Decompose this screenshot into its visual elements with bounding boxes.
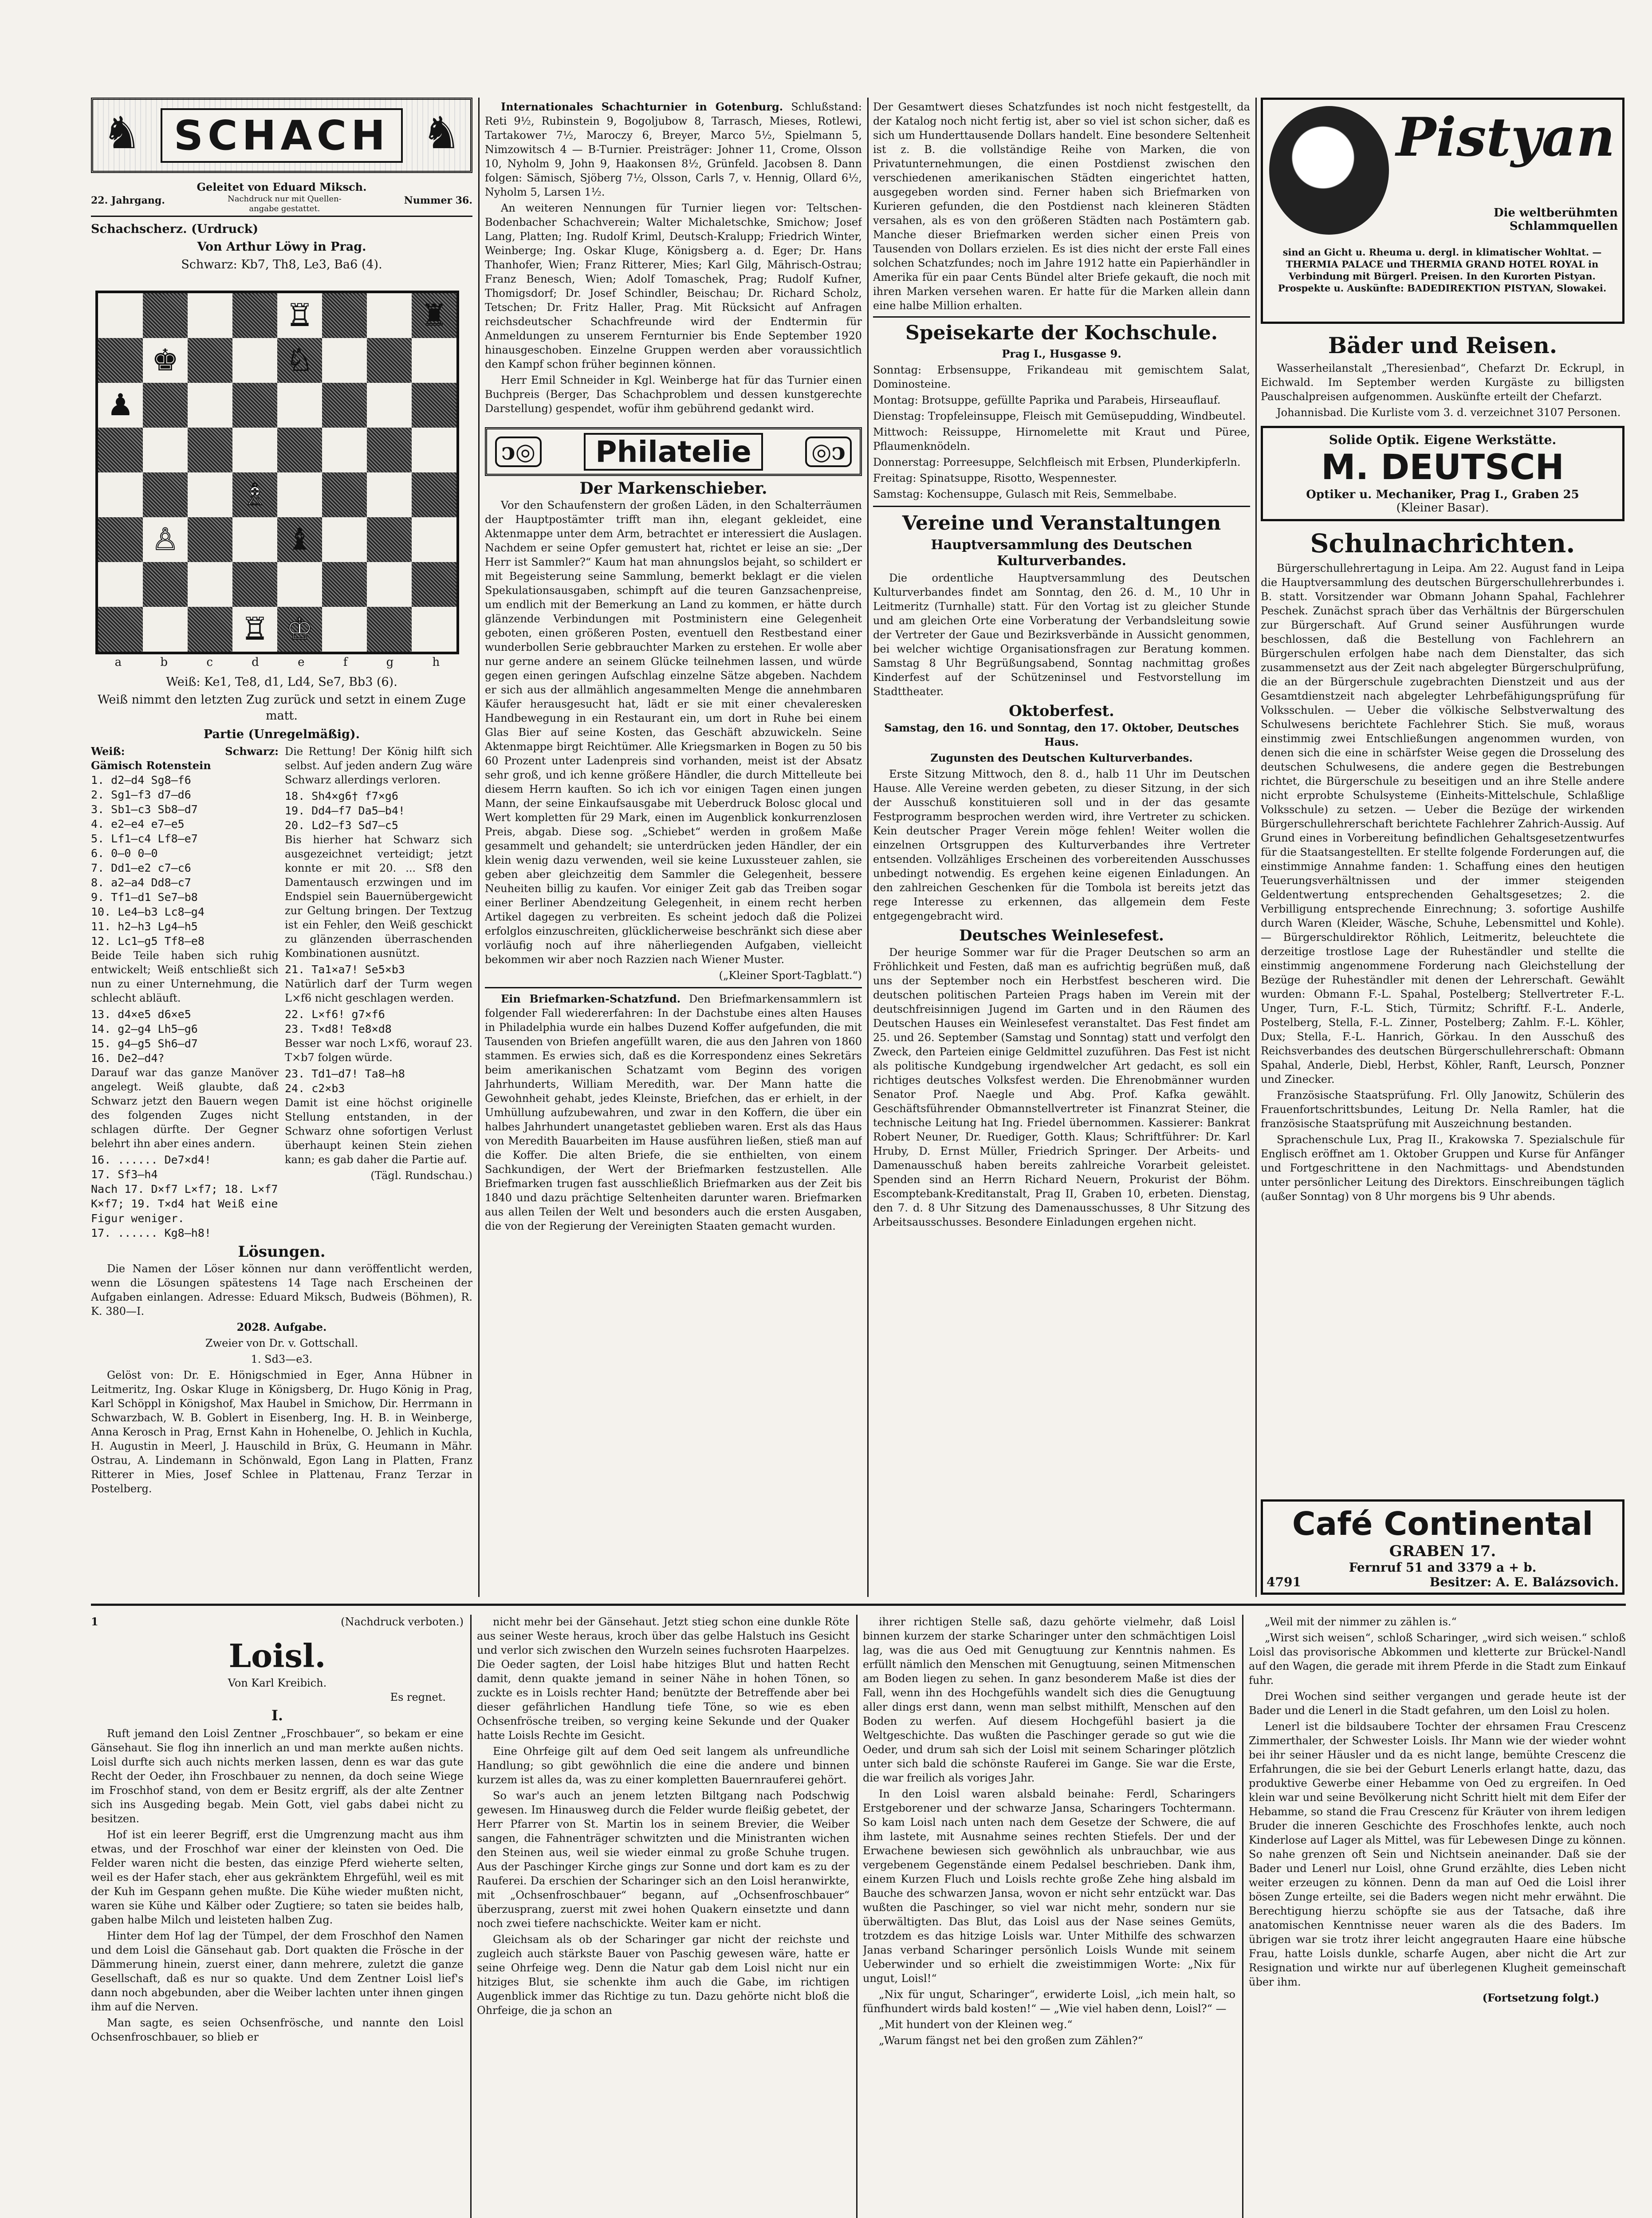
move-line: 22. L×f6! g7×f6 [285, 1008, 385, 1021]
loisl-author: Von Karl Kreibich. [228, 1677, 327, 1689]
board-square [98, 607, 143, 652]
speise-item: Mittwoch: Reissuppe, Hirnomelette mit Kraut und Püree, Pflaumenknödeln. [873, 426, 1250, 452]
board-square [322, 338, 367, 383]
board-square [367, 383, 412, 428]
board-square [412, 383, 456, 428]
loisl-paragraph: In den Loisl waren alsbald beinahe: Ferdl, Scharingers Erstgeborener und der schwarze Jansa, Scharingers Tochtermann. So kam Loisl nach unten nach dem Gesetze der Schwere, die auf ihm lastete, mit Ausnahme seines rechten Stiefels. Der und der Erwachene bewiesen sich gewöhnlich als unbrauchbar, wie aus vergebenem Gegenstände einem Pedalsel beschrieben. Dank ihm, einem Kurzen Fluch und Loisls rechte große Zehe hing alsbald im Bauche des schwarzen Jansa, wovon er nicht sehr entzückt war. Das wußten die Paschinger, so viel war nicht mehr, sondern nur sie überwältigten. Das Blut, das Loisl aus der Nase seines Gemüts, trotzdem es das hitzige Loisls war. Unter Mithilfe des schwarzen Janas verband Scharinger persönlich Loisls Wunde mit seinem Ueberwinder und so erhielt die zweistimmigen Worte: „Nix für ungut, Loisl!“ [863, 1788, 1235, 1985]
cafe-phone: Fernruf 51 and 3379 a + b. [1349, 1560, 1537, 1575]
move-line: 12. Lc1—g5 Tf8—e8 [91, 935, 205, 948]
board-square [322, 517, 367, 562]
cafe-owner: Besitzer: A. E. Balázsovich. [1429, 1575, 1619, 1589]
loisl-paragraph: So war's auch an jenem letzten Biltgang nach Podschwig gewesen. Im Hinausweg durch die Felder wurde fleißig gebetet, der Herr Pfarrer von St. Martin los in seinem Brevier, die Weiber sangen, die Fahnenträger schwitzten und die Ministranten wichen den Steinen aus, weil sie wieder einmal zu große Schuhe trugen. Aus der Paschinger Kirche gings zur Sonne und dort kam es zu der Rauferei. Da erschien der Scharinger sich an den Loisl heranwirkte, mit „Ochsenfroschbauer“ begann, auf „Ochsenfroschbauer“ überzusprang, zuerst mit zwei hohen Quakern einsetzte und dann noch zwei tiefere nachschickte. Weiter kam er nicht. [477, 1789, 850, 1930]
deutsch-ad [1261, 426, 1624, 521]
schul-p2: Französische Staatsprüfung. Frl. Olly Janowitz, Schülerin des Frauenfortschrittsbundes, Leitung Dr. Nella Ramler, hat die französische Staatsprüfung mit Auszeichnung bestanden. [1261, 1089, 1624, 1130]
speise-list [873, 363, 1250, 501]
white-king-icon: ♔ [286, 611, 313, 647]
move-line: 2. Sg1—f3 d7—d6 [91, 788, 191, 801]
chess-column-lower [91, 674, 472, 1597]
board-square [98, 562, 143, 607]
board-square [98, 472, 143, 517]
aufgabe-title: 2028. Aufgabe. [236, 1321, 327, 1333]
wein-text: Der heurige Sommer war für die Prager Deutschen so arm an Fröhlichkeit und Festen, daß man es aufrichtig begrüßen muß, daß uns der September noch ein Herbstfest bescheren wird. Die deutschen politischen Parteien Prags haben im Verein mit der deutschfreisinnigen Jugend im Garten und in den Räumen des Deutschen Hauses ein Weinlesefest veranstaltet. Das Fest findet am 25. und 26. September (Samstag und Sonntag) statt und verfolgt den Zweck, den Parteien einige Geldmittel zuzuführen. Das Fest ist nicht als politische Kundgebung irgendwelcher Art gedacht, es soll ein richtiges deutsches Volksfest werden. Die Ehrenobmänner wurden Senator Prof. Naegle und Abg. Prof. Kafka gewählt. Geschäftsführender Obmannstellvertreter ist Finanzrat Steiner, die technische Leitung hat Ing. Friedel übernommen. Kassierer: Bankrat Robert Neuner, Dr. Ruediger, Gotth. Klaus; Schriftführer: Dr. Karl Hruby, D. Ernst Müller, Friedrich Springer. Der Arbeits- und Damenausschuß haben bereits zahlreiche Vorarbeit geleistet. Spenden sind an Herrn Richard Neuern, Prokurist der Böhm. Escomptebank-Kreditanstalt, Prag II, Graben 10, erbeten. Dienstag, den 7. d. 8 Uhr Sitzung des Damenausschusses, 8 Uhr Sitzung des Arbeitsausschusses. Besondere Einladungen ergehen nicht. [873, 946, 1250, 1228]
board-square [98, 517, 143, 562]
loisl-paragraph: Hinter dem Hof lag der Tümpel, der dem Froschhof den Namen und dem Loisl die Gänsehaut gab. Dort quakten die Frösche in der Dämmerung hinein, zuerst einer, dann mehrere, zuletzt die ganze Gesellschaft, daß es nur so quakte. Und dem Zentner Loisl lief's dann noch abgebunden, aber die Weiber lachten unter ihnen gingen ihm auf die Nerven. [91, 1930, 464, 2013]
moves-list-2 [91, 1007, 279, 1066]
board-square [98, 428, 143, 472]
board-square [412, 428, 456, 472]
partie-title: Partie (Unregelmäßig). [203, 728, 360, 741]
board-square [412, 472, 456, 517]
chess-reprint: Nachdruck nur mit Quellen-angabe gestattet. [227, 194, 342, 213]
moves-list-r1 [285, 789, 472, 833]
haupt-text: Die ordentliche Hauptversammlung des Deutschen Kulturverbandes findet am Sonntag, den 26. d. M., 10 Uhr in Leitmeritz (Turnhalle) statt. Für den Vortag ist zu gleicher Stunde und am gleichen Orte eine Vorberatung der Verbandsleitung sowie der Vertreter der Gaue und Bezirksverbände in Aussicht genommen, bei welcher wichtige Organisationsfragen zur Beratung kommen. Samstag 8 Uhr Begrüßungsabend, Sonntag nachmittag großes Kinderfest auf der Schützeninsel und Festvorstellung im Stadttheater. [873, 572, 1250, 698]
chess-title: SCHACH [173, 111, 390, 159]
moves-list-r4 [285, 1066, 472, 1096]
moves-list-r2 [285, 962, 472, 977]
deutsch-top: Solide Optik. Eigene Werkstätte. [1329, 433, 1557, 447]
board-square [143, 607, 188, 652]
move-line: 17. Sf3—h4 [91, 1168, 158, 1181]
loisl-col4-text [1249, 1615, 1626, 1989]
pistyan-logo: Pistyan [1396, 106, 1615, 169]
board-square [367, 607, 412, 652]
board-square [143, 293, 188, 338]
pistyan-small: sind an Gicht u. Rheuma u. dergl. in klimatischer Wohltat. — THERMIA PALACE und THERMIA GRAND HOTEL ROYAL in Verbindung mit Bürgerl. Preisen. In den Kurorten Pistyan. Prospekte u. Auskünfte: BADEDIREKTION PISTYAN, Slowakei. [1278, 247, 1607, 294]
board-square [143, 338, 188, 383]
white-rook-icon: ♖ [241, 611, 268, 647]
move-line: 5. Lf1—c4 Lf8—e7 [91, 832, 198, 845]
board-square [188, 293, 232, 338]
move-line: 9. Tf1—d1 Se7—b8 [91, 891, 198, 904]
board-square [188, 428, 232, 472]
board-square [412, 607, 456, 652]
board-square [143, 428, 188, 472]
philatelie-title: Philatelie [584, 433, 763, 471]
move-line: 11. h2—h3 Lg4—h5 [91, 920, 198, 933]
partie-body [91, 744, 472, 1240]
loisl-col-3 [863, 1615, 1235, 2218]
baeder-p1: Wasserheilanstalt „Theresienbad“, Chefarzt Dr. Eckrupl, in Eichwald. Im September werden Kurgäste zu billigsten Pauschalpreisen aufgenommen. Auskünfte erteilt der Chefarzt. [1261, 362, 1624, 403]
comment-r5: Damit ist eine höchst originelle Stellung entstanden, in der Schwarz ohne sofortigen Verlust überhaupt keinen Stein ziehen kann; es gab daher die Partie auf. [285, 1097, 472, 1166]
pistyan-figure-icon [1269, 106, 1389, 235]
move-line: 24. c2×b3 [285, 1082, 345, 1095]
loisl-paragraph: „Nix für ungut, Scharinger“, erwiderte Loisl, „ich mein halt, so fünfhundert wirds bald kosten!“ — „Wie viel haben denn, Loisl?“ — [863, 1988, 1235, 2015]
weiss-label: Weiß: [91, 745, 125, 758]
board-square [232, 472, 277, 517]
philatelie-banner [485, 427, 862, 476]
cafe-num: 4791 [1267, 1575, 1301, 1589]
move-line: 8. a2—a4 Dd8—c7 [91, 876, 191, 889]
moves-list-r3 [285, 1007, 472, 1036]
board-square [188, 517, 232, 562]
problem-author: Von Arthur Löwy in Prag. [197, 240, 366, 254]
file-label: c [206, 656, 213, 669]
board-square [412, 293, 456, 338]
file-label: d [252, 656, 259, 669]
board-square [188, 383, 232, 428]
loisl-paragraph: „Weil mit der nimmer zu zählen is.“ [1265, 1616, 1457, 1628]
wein-title: Deutsches Weinlesefest. [959, 927, 1164, 944]
deutsch-sub: (Kleiner Basar). [1396, 501, 1489, 515]
loisl-paragraph: ihrer richtigen Stelle saß, dazu gehörte vielmehr, daß Loisl binnen kurzem der starke Scharinger unter den schmächtigen Loisl lag, was die aus Oed mit Genugtuung zur Kenntnis nahmen. Es erfüllt nämlich den Menschen mit Genugtuung, seinen Mitmenschen am Boden liegen zu sehen. In ganz besonderem Maße ist dies der Fall, wenn ihn des Hochgefühls wandelt sich dies die Genugtuung aller dings erst dann, wenn man selbst mithilft, Menschen auf den Boden zu werfen. Auf diesem Hochgefühl basiert ja die Weltgeschichte. Das wußten die Paschinger gerade so gut wie die Oeder, und drum sah sich der Loisl mit seinem Scharinger plötzlich unter sich bald die schönste Rauferei im Gange. Sie war die Erste, die war freilich als voriges Jahr. [863, 1616, 1235, 1784]
comment-r4: Besser war noch L×f6, worauf 23. T×b7 folgen würde. [285, 1037, 472, 1064]
loisl-col-4 [1249, 1615, 1626, 2218]
white-bishop-icon: ♗ [241, 477, 268, 512]
speise-item: Dienstag: Tropfeleinsuppe, Fleisch mit Gemüsepudding, Windbeutel. [873, 410, 1246, 422]
loisl-paragraph: Eine Ohrfeige gilt auf dem Oed seit langem als unfreundliche Handlung; so gibt gewöhnlich die eine die andere und binnen kurzem ist alles da, was zu einer kompletten Bauernrauferei gehört. [477, 1745, 850, 1786]
speise-item: Samstag: Kochensuppe, Gulasch mit Reis, Semmelbabe. [873, 488, 1177, 500]
comment-1: Beide Teile haben sich ruhig entwickelt; Weiß entschließt sich nun zu einer Unternehmung, die schlecht abläuft. [91, 949, 279, 1004]
turnier-column [485, 100, 862, 1595]
board-square [98, 338, 143, 383]
schul-p3: Sprachenschule Lux, Prag II., Krakowska 7. Spezialschule für Englisch eröffnet am 1. Oktober Gruppen und Kurse für Anfänger und Fortgeschrittene in den Nachmittags- und Abendstunden unter persönlicher Leitung des Direktors. Einschreibungen täglich (außer Sonntag) von 8 Uhr morgens bis 9 Uhr abends. [1261, 1133, 1624, 1203]
cafe-ad [1261, 1499, 1624, 1595]
board-square [277, 338, 322, 383]
loesungen-text: Die Namen der Löser können nur dann veröffentlicht werden, wenn die Lösungen spätestens 14 Tage nach Erscheinen der Aufgaben einlangen. Adresse: Eduard Miksch, Budweis (Böhmen), R. K. 380—I. [91, 1262, 472, 1317]
stamp-right-icon: ◎ↄ [805, 437, 852, 467]
chess-nummer: Nummer 36. [404, 195, 472, 206]
loesungen-title: Lösungen. [238, 1243, 326, 1261]
board-square [367, 562, 412, 607]
markenschieber-source: („Kleiner Sport-Tagblatt.“) [719, 969, 862, 982]
board-square [367, 338, 412, 383]
board-square [277, 517, 322, 562]
aufgabe-solution: 1. Sd3—e3. [251, 1353, 313, 1365]
schatzfund-continued: Der Gesamtwert dieses Schatzfundes ist noch nicht festgestellt, da der Katalog noch nicht fertig ist, aber so viel ist schon sicher, daß es sich um Hunderttausende Dollars handelt. Eine besondere Seltenheit ist z. B. die vollständige Reihe von Marken, die von Privatunternehmungen, die einen Postdienst zwischen den verschiedenen amerikanischen Städten eingerichtet hatten, ausgegeben worden sind. Ferner haben sich Briefmarken von Kurieren gefunden, die den Postdienst nach kleineren Städten versahen, als es von den größeren Städten nach Postämtern gab. Manche dieser Briefmarken werden sicher einen Preis von Tausenden von Dollars erzielen. Es ist dies nicht der erste Fall eines solchen Schatzfundes; noch im Jahre 1912 hatte ein Papierhändler in Amerika für ein paar Cents Bündel alter Briefe gekauft, die noch mit ihren Marken versehen waren. Er hatte für die Marken allein dann eine halbe Million erhalten. [873, 101, 1250, 312]
comment-r2: Bis hierher hat Schwarz sich ausgezeichnet verteidigt; jetzt konnte er mit 20. ... Sf8 den Damentausch erzwingen und im Endspiel sein Bauernübergewicht zur Geltung bringen. Der Textzug ist ein Fehler, den Weiß geschickt zu glänzenden überraschenden Kombinationen ausnützt. [285, 834, 472, 960]
loisl-paragraph: „Mit hundert von der Kleinen weg.“ [879, 2018, 1073, 2031]
loisl-chapter: I. [271, 1707, 283, 1724]
okt-sub: Zugunsten des Deutschen Kulturverbandes. [930, 751, 1193, 764]
file-label: f [343, 656, 348, 669]
cafe-sub: GRABEN 17. [1389, 1542, 1496, 1560]
moves-list-3 [91, 1152, 279, 1240]
vrule-2 [867, 98, 869, 1597]
loisl-col2-text [477, 1615, 850, 2017]
board-square [232, 428, 277, 472]
moves-list-1 [91, 773, 279, 948]
speise-item: Sonntag: Erbsensuppe, Frikandeau mit gemischtem Salat, Dominosteine. [873, 364, 1250, 390]
loisl-regnet: Es regnet. [390, 1691, 446, 1703]
baeder-p2: Johannisbad. Die Kurliste vom 3. d. verzeichnet 3107 Personen. [1277, 406, 1621, 419]
speise-item: Montag: Brotsuppe, gefüllte Paprika und Parabeis, Hirseauflauf. [873, 394, 1221, 406]
board-square [143, 517, 188, 562]
pistyan-line: Die weltberühmten Schlammquellen [1493, 206, 1618, 233]
baeder-title: Bäder und Reisen. [1328, 332, 1558, 358]
vrule-1 [478, 98, 480, 1597]
deutsch-line: Optiker u. Mechaniker, Prag I., Graben 25 [1306, 488, 1579, 501]
move-line: 23. Td1—d7! Ta8—h8 [285, 1067, 405, 1080]
board-square [277, 607, 322, 652]
feuilleton-rule [91, 1604, 1626, 1606]
board-square [232, 517, 277, 562]
loisl-paragraph: „Wirst sich weisen“, schloß Scharinger, „wird sich weisen.“ schloß Loisl das provisorische Abkommen und kletterte zur Brückel-Nandl auf den Wagen, die gerade mit ihrem Pferde in die Stadt zum Einkauf fuhr. [1249, 1632, 1626, 1687]
black-pawn-icon: ♟ [107, 387, 134, 423]
board-square [322, 607, 367, 652]
players: Gämisch Rotenstein [91, 759, 211, 772]
board-square [322, 293, 367, 338]
comment-r1: Die Rettung! Der König hilft sich selbst. Auf jeden andern Zug wäre Schwarz allerdings verloren. [285, 745, 472, 786]
pistyan-ad [1261, 98, 1624, 324]
file-label: e [298, 656, 305, 669]
loisl-col3-text [863, 1615, 1235, 2048]
chess-editor: Geleitet von Eduard Miksch. [197, 181, 367, 193]
right-column [1261, 98, 1624, 1597]
move-line: 18. Sh4×g6† f7×g6 [285, 790, 398, 802]
board-square [322, 472, 367, 517]
board-files [95, 656, 459, 669]
loisl-title: Loisl. [228, 1637, 326, 1675]
loisl-col1-text [91, 1726, 464, 2044]
comment-r3: Natürlich darf der Turm wegen L×f6 nicht geschlagen werden. [285, 978, 472, 1004]
task-line: Weiß nimmt den letzten Zug zurück und setzt in einem Zuge matt. [97, 693, 466, 723]
turnier-title: Internationales Schachturnier in Gotenburg. [501, 100, 783, 113]
vrule-3 [1255, 98, 1257, 1597]
board-square [277, 293, 322, 338]
move-line: 17. ...... Kg8—h8! [91, 1227, 211, 1239]
board-square [188, 562, 232, 607]
board-square [143, 472, 188, 517]
chess-header-box [91, 98, 472, 173]
knight-right-icon: ♞ [421, 107, 461, 159]
board-square [412, 338, 456, 383]
turnier-text: Schlußstand: Reti 9½, Rubinstein 9, Bogoljubow 8, Tarrasch, Mieses, Rotlewi, Tartakower 7½, Maroczy 6, Breyer, Marco 5½, Spielmann 5, Nimzowitsch 4 — B-Turnier. Preisträger: Johner 11, Crome, Olsson 10, Nyholm 9, John 9, Haakonsen 8½, Grünfeld. Jacobsen 8. Dann folgen: Sämisch, Sjöberg 7½, Olsson, Carls 7, v. Hennig, Ollard 6½, Nyholm 5, Larsen 1½. [485, 101, 862, 198]
board-square [367, 428, 412, 472]
speise-item: Donnerstag: Porreesuppe, Selchfleisch mit Erbsen, Plunderkipferln. [873, 456, 1241, 468]
speise-item: Freitag: Spinatsuppe, Risotto, Wespennester. [873, 472, 1117, 484]
board-square [277, 472, 322, 517]
file-label: g [386, 656, 394, 669]
move-line: 16. De2—d4? [91, 1052, 165, 1065]
okt-title: Oktoberfest. [1009, 702, 1114, 720]
move-line: 1. d2—d4 Sg8—f6 [91, 774, 191, 787]
loisl-paragraph: nicht mehr bei der Gänsehaut. Jetzt stieg schon eine dunkle Röte aus seiner Weste heraus, kroch über das gelbe Halstuch ins Gesicht und verlor sich zwischen den Wurzeln seines fuchsroten Haarpelzes. Die Oeder sagten, der Loisl habe hitziges Blut und hatten Recht damit, denn quakte jemand in seiner Nähe in hohen Tönen, so zuckte es in Loisls rechter Hand; benützte der Betreffende aber bei dieser gefährlichen Handlung tiefe Töne, so wie es eben Ochsenfrösche treiben, so verging keine Sekunde und der Quaker hatte Loisls Rechte im Gesicht. [477, 1616, 850, 1742]
file-label: h [432, 656, 440, 669]
turnier-text-3: Herr Emil Schneider in Kgl. Weinberge hat für das Turnier einen Buchpreis (Berger, Das Schachproblem und dessen kunstgerechte Darstellung) gespendet, wofür ihm gebührend gedankt wird. [485, 374, 862, 415]
board-square [98, 293, 143, 338]
solvers: Gelöst von: Dr. E. Hönigschmied in Eger, Anna Hübner in Leitmeritz, Ing. Oskar Kluge in Königsberg, Dr. Hugo König in Prag, Karl Schöppl in Königshof, Max Haubel in Smichow, Dir. Herrmann in Schwarzbach, W. B. Goblert in Eisenberg, Ing. H. B. in Weinberge, Anna Kerosch in Prag, Ernst Kahn in Hohenelbe, O. Jehlich in Kuchla, H. Augustin in Meerl, J. Hauschild in Brüx, G. Heumann in Mähr. Ostrau, A. Lindemann in Schönwald, Egon Lang in Platten, Franz Ritterer in Mies, Josef Schlee in Plattenau, Franz Terzar in Postelberg. [91, 1369, 472, 1495]
schatzfund-text: Den Briefmarkensammlern ist folgender Fall wiedererfahren: In der Dachstube eines alten Hauses in Philadelphia wurde ein halbes Duzend Koffer aufgefunden, die mit Tausenden von Briefen angefüllt waren, die aus den Jahren von 1860 stammen. Es erwies sich, daß es die Korrespondenz eines Sekretärs beim amerikanischen Schatzamt vom Beginn des vorigen Jahrhunderts, William Meredith, war. Der Mann hatte die Gewohnheit gehabt, jedes Kleinste, Briefchen, das er erhielt, in der Umhüllung aufzubewahren, und zwar in den Koffern, die über ein halbes Jahrhundert unangetastet geblieben waren. Erst als das Haus von Meredith Bauarbeiten im Hause ausführen ließen, stieß man auf die Koffer. Die alten Briefe, die sie enthielten, von einem Sachkundigen, der Wert der Briefmarken festzustellen. Alle Briefmarken trugen fast ausschließlich Briefmarken aus der Zeit bis 1840 und dazu prächtige Seltenheiten darunter waren. Briefmarken aus allen Teilen der Welt und besonders auch die ersten Ausgaben, die von der Regierung der Vereinigten Staaten gemacht wurden. [485, 993, 862, 1232]
board-square [412, 562, 456, 607]
white-rook-icon: ♖ [286, 298, 313, 333]
board-square [188, 472, 232, 517]
move-line: 14. g2—g4 Lh5—g6 [91, 1022, 198, 1035]
move-line: 20. Ld2—f3 Sd7—c5 [285, 819, 398, 832]
move-line: 16. ...... De7×d4! [91, 1153, 211, 1166]
board-square [277, 383, 322, 428]
loisl-paragraph: Man sagte, es seien Ochsenfrösche, und nannte den Loisl Ochsenfroschbauer, so blieb er [91, 2017, 464, 2043]
move-line: 7. Dd1—e2 c7—c6 [91, 861, 191, 874]
vrule-f2 [856, 1615, 857, 2218]
board-square [322, 562, 367, 607]
board-square [277, 428, 322, 472]
chess-board [95, 291, 459, 654]
loisl-col-2 [477, 1615, 850, 2218]
board-square [232, 293, 277, 338]
file-label: b [160, 656, 168, 669]
move-line: 4. e2—e4 e7—e5 [91, 818, 185, 830]
chess-jahrgang: 22. Jahrgang. [91, 195, 165, 206]
white-pieces-line: Weiß: Ke1, Te8, d1, Ld4, Se7, Bb3 (6). [166, 675, 397, 689]
fortsetzung: (Fortsetzung folgt.) [1482, 1991, 1599, 2004]
mid-column [873, 100, 1250, 1595]
move-line: 3. Sb1—c3 Sb8—d7 [91, 803, 198, 816]
loisl-paragraph: Drei Wochen sind seither vergangen und gerade heute ist der Bader und die Lenerl in die Stadt gefahren, um den Loisl zu holen. [1249, 1690, 1626, 1717]
move-line: 19. Dd4—f7 Da5—b4! [285, 804, 405, 817]
speise-address: Prag I., Husgasse 9. [1002, 347, 1121, 360]
aufgabe-sub: Zweier von Dr. v. Gottschall. [205, 1337, 358, 1349]
nachdruck-note: (Nachdruck verboten.) [341, 1616, 464, 1628]
board-square [322, 428, 367, 472]
board-square [322, 383, 367, 428]
loisl-paragraph: Ruft jemand den Loisl Zentner „Froschbauer“, so bekam er eine Gänsehaut. Sie flog ihn innerlich an und man merkte außen nichts. Loisl durfte sich auch nichts merken lassen, denn es war das gute Recht der Oeder, ihn Froschbauer zu nennen, da doch seine Wiege im Froschhof stand, von dem er Besitz ergriff, als der alte Zentner sich ins Ausgeding begab. Mein Gott, viel gabs dabei nicht zu besitzen. [91, 1727, 464, 1825]
white-pawn-icon: ♙ [152, 522, 179, 557]
move-line: Nach 17. D×f7 L×f7; 18. L×f7 K×f7; 19. T×d4 hat Weiß eine Figur weniger. [91, 1183, 278, 1225]
loisl-paragraph: Hof ist ein leerer Begriff, erst die Umgrenzung macht aus ihm etwas, und der Froschhof war einer der kleinsten von Oed. Die Felder waren nicht die besten, das einzige Pferd wieherte selten, weil es der Hafer stach, eher aus gekränktem Ehrgefühl, weil es mit der Kuh im Gespann gehen mußte. Die Kühe wieder mußten nicht, waren sie Kühe und Kälber oder Zugtiere; so taten sie beides halb, gaben halbe Milch und leisteten halben Zug. [91, 1829, 464, 1926]
board-square [98, 383, 143, 428]
vrule-f3 [1242, 1615, 1243, 2218]
black-king-icon: ♚ [152, 342, 179, 378]
file-label: a [114, 656, 122, 669]
markenschieber-text: Vor den Schaufenstern der großen Läden, in den Schalterräumen der Hauptpostämter trifft man ihn, elegant gekleidet, eine Aktenmappe unter dem Arm, betrachtet er interessiert die Auslagen. Nachdem er seine Opfer gemustert hat, richtet er leise an sie: „Der Herr ist Sammler?“ Kaum hat man ahnungslos bejaht, so schildert er mit Begeisterung seine Sammlung, bemerkt beklagt er die vielen Spekulationsausgaben, schimpft auf die teuren Ganzsachenpreise, um endlich mit der Bemerkung an Land zu kommen, er hätte durch glänzende Verbindungen mit Postministern eine Gelegenheit geboten, einen größeren Posten, eventuell den Restbestand einer wunderbollen Serie gebbrauchter Marken zu erstehen. Er wolle aber nur gerne andere an seinem Glücke teilnehmen lassen, und würde gegen einen geringen Aufschlag einzelne Sätze abgeben. Nachdem er sich aus der allmählich angesammelten Menge die annehmbaren Käufer herausgesucht hat, lädt er sie mit einer chevaleresken Handbewegung in ein Restaurant ein, um dort in Ruhe bei einem Glas Bier auf seine Kosten, das Geschäft abzuwickeln. Seine Aktenmappe birgt Reichtümer. Alle Kriegsmarken in Bogen zu 50 bis 60 Prozent unter Ladenpreis sind vorhanden, meist ist der Absatz sehr groß, und ich kenne größere Händler, die durch Mittelleute bei diesem Herrn kauften. So ich ich vor einigen Tagen einen jungen Mann, der seine Einkaufsausgabe mit Ueberdruck Bolosc glocal und Wert kompletten für 29 Mark, einen im Augenblick konkurrenzlosen Preis, abgab. Diese sog. „Schiebet“ werden in großem Maße gesammelt und gehandelt; sie unterdrücken jeden Händler, der ein klein wenig dazu verwenden, weil sie keine Luxussteuer zahlen, sie geben aber gleichzeitig dem Sammler die Gelegenheit, bessere Neuheiten billig zu kaufen. Vor einiger Zeit gab das Treiben sogar einer Berliner Abendzeitung Gelegenheit, in einem recht herben Artikel dagegen zu verbreiten. Es scheint jedoch daß die Polizei erfolglos einzuschreiten, glücklicherweise beschränkt sich diese aber vorläufig noch auf ihre näherliegenden Aufgaben, vielleicht bekommen wir aber noch Razzien nach Wiener Muster. [485, 499, 862, 966]
problem-title: Schachscherz. (Urdruck) [91, 222, 259, 236]
move-line: 15. g4—g5 Sh6—d7 [91, 1037, 198, 1050]
board-square [367, 472, 412, 517]
black-rook-icon: ♜ [421, 298, 448, 333]
board-square [188, 607, 232, 652]
black-bishop-icon: ♝ [286, 522, 313, 557]
black-pieces-line: Schwarz: Kb7, Th8, Le3, Ba6 (4). [181, 258, 382, 271]
loisl-paragraph: Lenerl ist die bildsaubere Tochter der ehrsamen Frau Crescenz Zimmerthaler, der Schwester Loisls. Ihr Mann wie der wieder wohnt bei ihr seiner Häusler und da es nicht lange, bemühte Crescenz die Erfahrungen, die sie bei der Geburt Lenerls erlangt hatte, dazu, das produktive Gewerbe einer Hebamme von Oed zu ergreifen. In Oed klein war und seine Bevölkerung nicht Schritt hielt mit dem Eifer der Hebamme, so stand die Frau Crescenz für Kräuter von ihrem ledigen Bruder die inneren Geschichte des Froschhofes lenkte, auch noch Kinderlose auf Lager als Mittel, was für Lebewesen Dinge zu können. So nahe grenzen oft Sein und Nichtsein aneinander. Daß sie der Bader und Lenerl nur Loisl, ohne Grund erzählte, dies Leben nicht weiter erzeugen zu können. Denn da man auf Oed die Loisl ihrer bösen Zunge erteilte, sei die Baders wegen nicht mehr erwähnt. Die Berechtigung hierzu schöpfte sie aus der Tatsache, daß ihre anatomischen Kenntnisse neuer waren als die des Baders. Im übrigen war sie trotz ihrer leicht angegrauten Haare eine hübsche Frau, hatte Loisls dunkle, scharfe Augen, aber nicht die Art zur Resignation und wirkte nur auf überlegenen Klugheit gemeinschaft über ihm. [1249, 1720, 1626, 1988]
board-square [232, 383, 277, 428]
board-square [232, 338, 277, 383]
move-line: 21. Ta1×a7! Se5×b3 [285, 963, 405, 976]
schwarz-label: Schwarz: [225, 745, 279, 758]
board-square [143, 562, 188, 607]
schul-title: Schulnachrichten. [1310, 528, 1575, 558]
board-square [367, 517, 412, 562]
stamp-left-icon: ↄ◎ [495, 437, 542, 467]
board-square [367, 293, 412, 338]
okt-date: Samstag, den 16. und Sonntag, den 17. Oktober, Deutsches Haus. [884, 721, 1239, 748]
partie-source: (Tägl. Rundschau.) [370, 1169, 472, 1182]
markenschieber-title: Der Markenschieber. [579, 479, 767, 498]
board-square [412, 517, 456, 562]
deutsch-name: M. DEUTSCH [1321, 448, 1564, 488]
knight-left-icon: ♞ [102, 107, 142, 159]
move-line: 23. T×d8! Te8×d8 [285, 1022, 392, 1035]
vrule-f1 [470, 1615, 472, 2218]
loisl-paragraph: Gleichsam als ob der Scharinger gar nicht der reichste und zugleich auch stärkste Bauer von Paschig gewesen wäre, hatte er seine Ohrfeige weg. Denn die Natur gab dem Loisl nicht nur ein hitziges Blut, sie schenkte ihm auch die Gabe, im richtigen Augenblick immer das Richtige zu tun. Dazu gehörte nicht bloß die Ohrfeige, die ja schon an [477, 1933, 850, 2017]
vereine-title: Vereine und Veranstaltungen [902, 512, 1221, 535]
board-square [277, 562, 322, 607]
speise-title: Speisekarte der Kochschule. [905, 322, 1218, 344]
comment-2: Darauf war das ganze Manöver angelegt. Weiß glaubte, daß Schwarz jetzt den Bauern wegen des folgenden Zuges nicht schlagen dürfte. Der Gegner belehrt ihn aber eines andern. [91, 1066, 279, 1150]
loisl-paragraph: „Warum fängst net bei den großen zum Zählen?“ [879, 2034, 1143, 2047]
schul-p1: Bürgerschullehrertagung in Leipa. Am 22. August fand in Leipa die Hauptversammlung des deutschen Bürgerschullehrerbundes i. B. statt. Vorsitzender war Obmann Johann Spahal, Fachlehrer Peschek. Zunächst sprach über das Verhältnis der Bürgerschulen zur Bürgerschaft. Auf Grund seiner Ausführungen wurde beschlossen, daß die Bestellung von Fachlehrern an Bürgerschulen erfolgen habe nach dem Dienstalter, das sich zusammensetzt aus der Zeit nach abgelegter Bürgerschulprüfung, die an der Bürgerschule zugebrachten Dienstzeit und aus der Gesamtdienstzeit nach abgelegter Lehrbefähigungsprüfung für Volksschulen. — Ueber die völkische Selbstverwaltung des Schulwesens berichtete Fachlehrer Stich. Sie muß, woraus einstimmig zwei Entschließungen angenommen wurden, von denen sich die eine in schärfster Weise gegen die Drosselung des deutschen Schulwesens, die andere gegen die Bestrebungen richtet, die Bürgerschule zu beseitigen und an ihre Stelle andere nicht erprobte Schulsysteme (Einheits-Mittelschule, Schlaßlige Volksschule) zu setzen. — Ueber die Bezüge der wirkenden Bürgerschullehrerschaft berichtete Fachlehrer Zahrich-Aussig. Auf Grund eines in Vorbereitung befindlichen Gehaltsgesetzentwurfes für die Staatsangestellten. Er stellte folgende Forderungen auf, die einstimmige Annahme fanden: 1. Schaffung eines den heutigen Teuerungsverhältnissen und der immer steigenden Geldentwertung entsprechenden Gehaltsgesetzes; 2. die Verbilligung entsprechende Einrechnung; 3. sofortige Aushilfe durch Waren (Kleider, Wäsche, Schuhe, Lebensmittel und Kohle). — Bürgerschuldirektor Röhlich, Leitmeritz, beleuchtete die derzeitige trostlose Lage der Ruheständler und stellte die einstimmig angenommene Forderung nach Gleichstellung der Bezüge der Ruheständler mit denen der Lehrerschaft. Gewählt wurden: Obmann F.-L. Spahal, Postelberg; Stellvertreter F.-L. Unger, Turn, F.-L. Stich, Türmitz; Schriftf. F.-L. Anderle, Postelberg, Stella, F.-L. Zinner, Postelberg; Zahlm. F.-L. Köhler, Dux; Stella, F.-L. Hanrich, Görkau. In den Ausschuß des Reichsverbandes des deutschen Bürgerschullehrerschaft: Obmann Spahal, Anderle, Diebl, Herbst, Köhler, Ranft, Leursch, Ponzner und Zinecker. [1261, 562, 1624, 1085]
board-square [188, 338, 232, 383]
cafe-name: Café Continental [1292, 1505, 1593, 1542]
board-square [232, 562, 277, 607]
move-line: 10. Le4—b3 Lc8—g4 [91, 905, 205, 918]
loisl-col-1 [91, 1615, 464, 2218]
move-line: 13. d4×e5 d6×e5 [91, 1008, 191, 1021]
board-square [143, 383, 188, 428]
page-number: 1 [91, 1615, 98, 1628]
white-knight-icon: ♘ [286, 342, 313, 378]
move-line: 6. 0—0 0—0 [91, 847, 158, 860]
board-square [232, 607, 277, 652]
haupt-title: Hauptversammlung des Deutschen Kulturverbandes. [931, 537, 1192, 569]
schatzfund-title: Ein Briefmarken-Schatzfund. [501, 992, 681, 1005]
turnier-text-2: An weiteren Nennungen für Turnier liegen vor: Teltschen-Bodenbacher Schachverein; Walter Michaletschke, Smichow; Josef Lang, Platten; Ing. Rudolf Kriml, Deutsch-Kralupp; Friedrich Winter, Weinberge; Ing. Oskar Kluge, Königsberg a. d. Eger; Dr. Hans Thanhofer, Wien; Franz Ritterer, Mies; Karl Gilg, Mährisch-Ostrau; Franz Benesch, Wien; Adolf Tomaschek, Prag; Rudolf Kufner, Thomigsdorf; Dr. Josef Schindler, Beischau; Dr. Richard Scholz, Tetschen; Dr. Fritz Haller, Prag. Mit Rücksicht auf Anfragen reichsdeutscher Schachfreunde wird der Endtermin für Anmeldungen zu unserem Fernturnier bis Ende September 1920 hinausgeschoben. Einzelne Gruppen werden aber voraussichtlich den Kampf schon früher beginnen können. [485, 202, 862, 370]
okt-text: Erste Sitzung Mittwoch, den 8. d., halb 11 Uhr im Deutschen Hause. Alle Vereine werden gebeten, zu dieser Sitzung, in der sich der Ausschuß konstituieren soll und in der das gesamte Festprogramm besprochen werden wird, ihre Vertreter zu schicken. Kein deutscher Prager Verein möge fehlen! Weiter wollen die einzelnen Ortsgruppen des Kulturverbandes ihre Vertreter entsenden. Vollzähliges Erscheinen des vorbereitenden Ausschusses unbedingt notwendig. Es ergehen keine eigenen Einladungen. An den zahlreichen Geschenken für die Tombola ist bereits jetzt das rege Interesse zu erkennen, das allgemein dem Feste entgegengebracht wird. [873, 768, 1250, 922]
